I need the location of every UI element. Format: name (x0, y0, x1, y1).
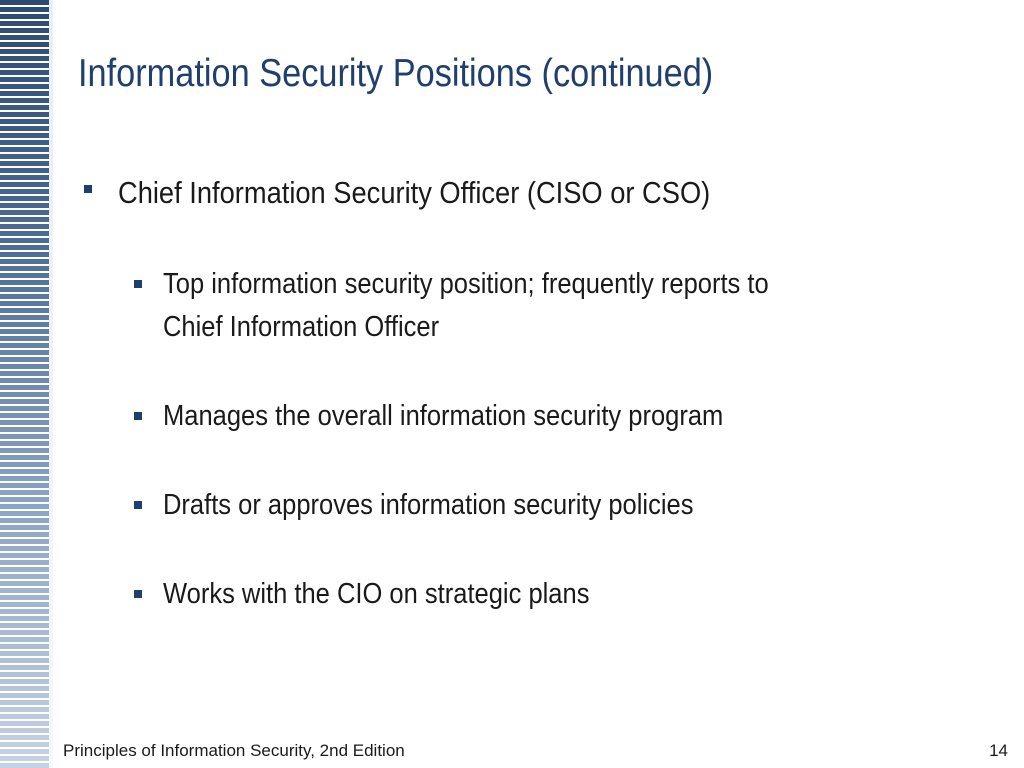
square-bullet-icon (134, 590, 142, 598)
sub-bullet-text-line-2: Chief Information Officer (163, 311, 440, 343)
sub-bullet-text-line-1: Top information security position; frequently reports to (163, 268, 769, 300)
square-bullet-icon (134, 501, 142, 509)
sub-bullet-text: Works with the CIO on strategic plans (163, 578, 590, 610)
sidebar-edge (49, 0, 53, 768)
bullet-text: Chief Information Security Officer (CISO or CSO) (118, 175, 711, 210)
page-number: 14 (989, 741, 1008, 760)
square-bullet-icon (134, 280, 142, 288)
square-bullet-icon (84, 185, 92, 193)
footer-text: Principles of Information Security, 2nd Edition (63, 741, 405, 760)
sub-bullet-text: Drafts or approves information security policies (163, 489, 694, 521)
square-bullet-icon (134, 412, 142, 420)
slide-title: Information Security Positions (continued) (78, 52, 714, 95)
sub-bullet-text: Manages the overall information security program (163, 400, 724, 432)
decorative-striped-sidebar (0, 0, 49, 768)
